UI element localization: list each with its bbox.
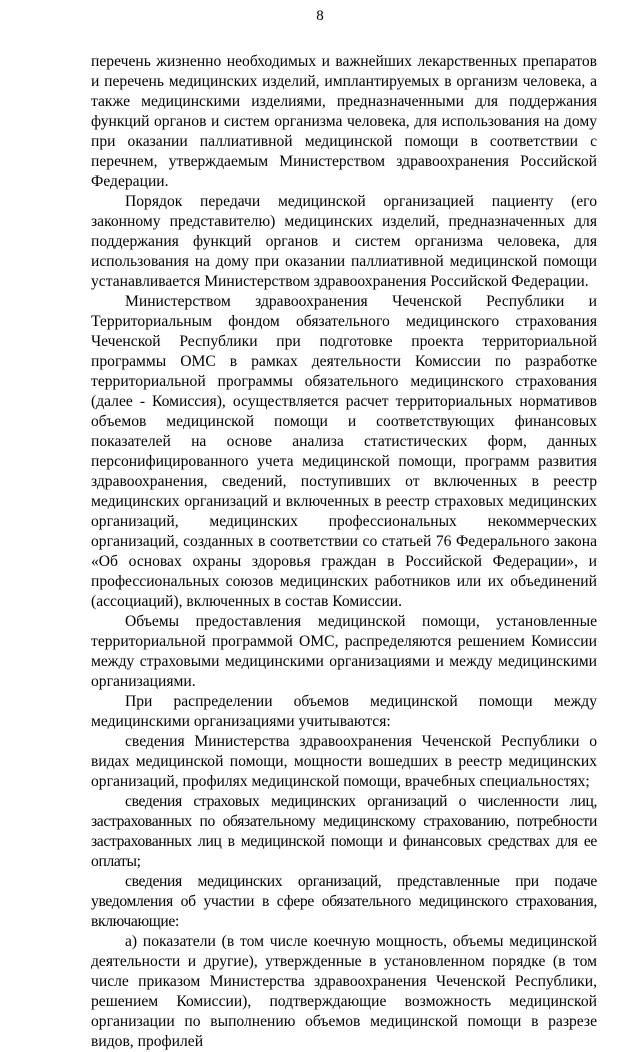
paragraph-9: а) показатели (в том числе коечную мощность, объемы медицинской деятельности и другие), утвержденные в установленном порядке (в том числе приказом Министерства здравоохранения Чеченской Республики, решением Комиссии), подтверждающие возможность медицинской организации по выполнению объемов медицинской помощи в разрезе видов, профилей	[91, 933, 597, 1050]
document-body	[91, 52, 597, 1052]
paragraph-3: Министерством здравоохранения Чеченской Республики и Территориальным фондом обязательного медицинского страхования Чеченской Республики при подготовке проекта территориальной программы ОМС в рамках деятельности Комиссии по разработке территориальной программы обязательного медицинского страхования (далее - Комиссия), осуществляется расчет территориальных нормативов объемов медицинской помощи и соответствующих финансовых показателей на основе анализа статистических форм, данных персонифицированного учета медицинской помощи, программ развития здравоохранения, сведений, поступивших от включенных в реестр медицинских организаций и включенных в реестр страховых медицинских организаций, медицинских профессиональных некоммерческих организаций, созданных в соответствии со статьей 76 Федерального закона «Об основах охраны здоровья граждан в Российской Федерации», и профессиональных союзов медицинских работников или их объединений (ассоциаций), включенных в состав Комиссии.	[91, 293, 597, 610]
paragraph-5: При распределении объемов медицинской помощи между медицинскими организациями учитываются:	[91, 693, 597, 730]
paragraph-6: сведения Министерства здравоохранения Чеченской Республики о видах медицинской помощи, мощности вошедших в реестр медицинских организаций, профилях медицинской помощи, врачебных специальностях;	[91, 733, 597, 790]
paragraph-4: Объемы предоставления медицинской помощи, установленные территориальной программой ОМС, распределяются решением Комиссии между страховыми медицинскими организациями и между медицинскими организациями.	[91, 613, 597, 690]
paragraph-2: Порядок передачи медицинской организацией пациенту (его законному представителю) медицинских изделий, предназначенных для поддержания функций органов и систем организма человека, для использования на дому при оказании паллиативной медицинской помощи устанавливается Министерством здравоохранения Российской Федерации.	[91, 193, 597, 290]
paragraph-8: сведения медицинских организаций, представленные при подаче уведомления об участии в сфере обязательного медицинского страхования, включающие:	[91, 873, 597, 930]
paragraph-1: перечень жизненно необходимых и важнейших лекарственных препаратов и перечень медицинских изделий, имплантируемых в организм человека, а также медицинскими изделиями, предназначенными для поддержания функций органов и систем организма человека, для использования на дому при оказании паллиативной медицинской помощи в соответствии с перечнем, утверждаемым Министерством здравоохранения Российской Федерации.	[91, 53, 597, 190]
paragraph-7: сведения страховых медицинских организаций о численности лиц, застрахованных по обязательному медицинскому страхованию, потребности застрахованных лиц в медицинской помощи и финансовых средствах для ее оплаты;	[91, 793, 597, 870]
page-number: 8	[316, 8, 324, 24]
